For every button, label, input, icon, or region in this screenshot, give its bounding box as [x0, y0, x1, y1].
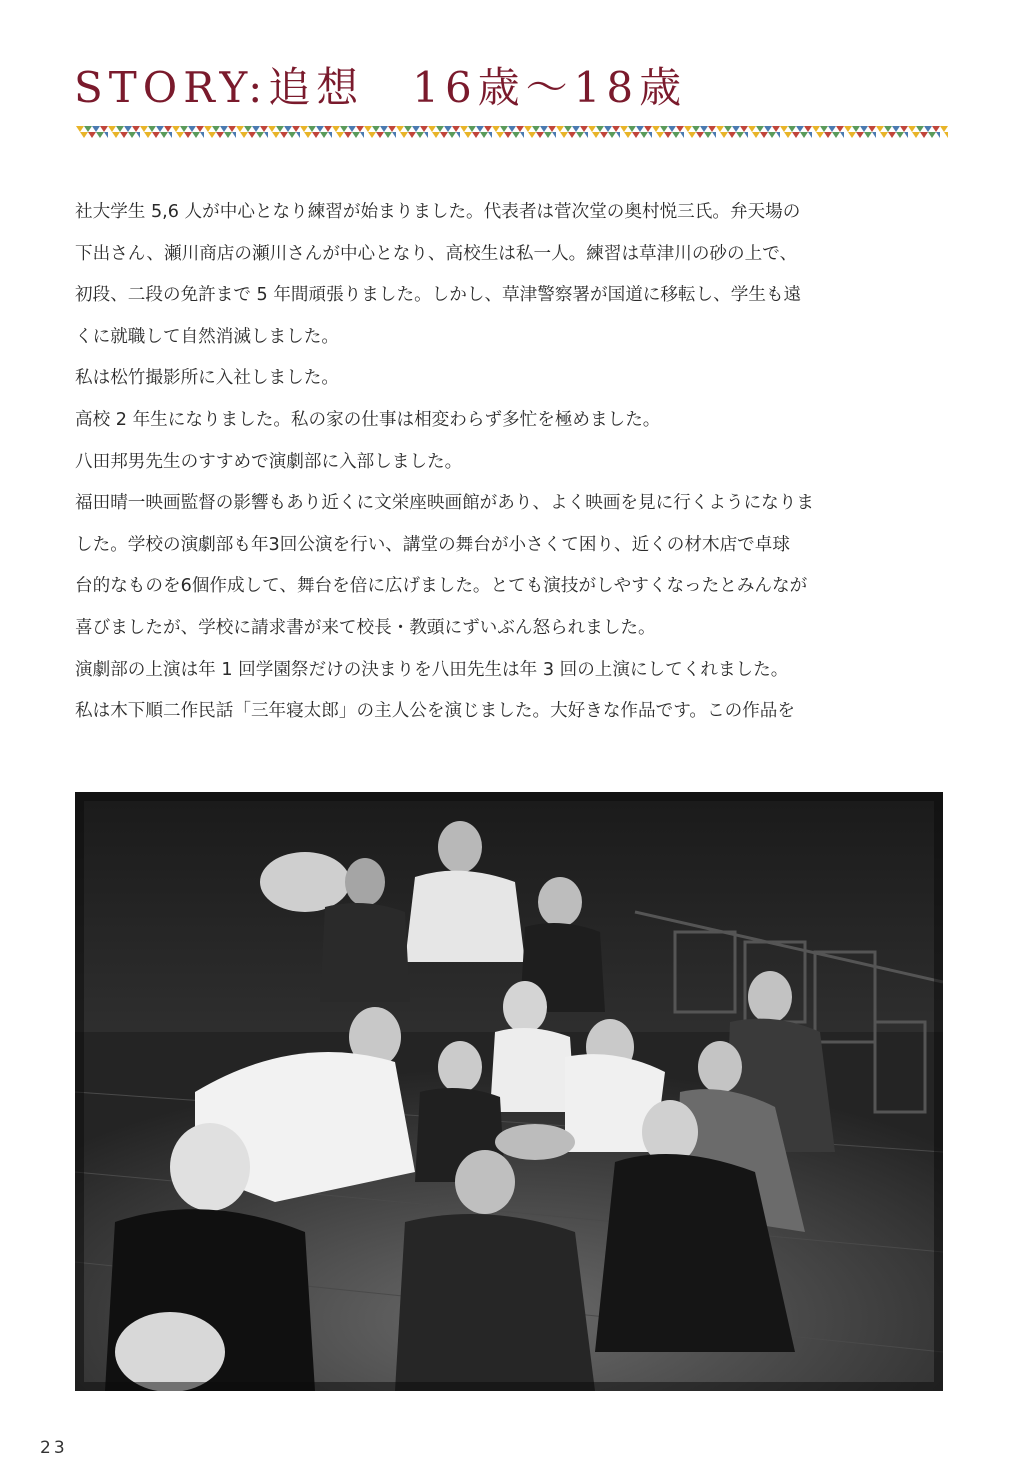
body-line: 下出さん、瀬川商店の瀬川さんが中心となり、高校生は私一人。練習は草津川の砂の上で、 — [75, 243, 798, 264]
body-text — [75, 192, 950, 733]
page-title: STORY:追想 16歳～18歳 — [74, 63, 688, 112]
body-line: 初段、二段の免許まで 5 年間頑張りました。しかし、草津警察署が国道に移転し、学生も遠 — [75, 285, 802, 306]
body-line: 高校 2 年生になりました。私の家の仕事は相変わらず多忙を極めました。 — [75, 409, 661, 430]
body-line: 八田邦男先生のすすめで演劇部に入部しました。 — [75, 451, 463, 472]
body-line: 福田晴一映画監督の影響もあり近くに文栄座映画館があり、よく映画を見に行くようになりま — [75, 493, 814, 514]
body-line: 私は木下順二作民話「三年寝太郎」の主人公を演じました。大好きな作品です。この作品を — [75, 701, 795, 722]
body-line: くに就職して自然消滅しました。 — [75, 326, 339, 347]
decorative-triangle-border — [76, 126, 948, 138]
body-line: した。学校の演劇部も年3回公演を行い、講堂の舞台が小さくて困り、近くの材木店で卓球 — [75, 534, 790, 555]
body-line: 社大学生 5,6 人が中心となり練習が始まりました。代表者は菅次堂の奥村悦三氏。弁天場の — [75, 202, 801, 222]
body-line: 私は松竹撮影所に入社しました。 — [75, 368, 339, 389]
body-line: 演劇部の上演は年 1 回学園祭だけの決まりを八田先生は年 3 回の上演にしてくれました。 — [75, 659, 789, 680]
body-line: 喜びましたが、学校に請求書が来て校長・教頭にずいぶん怒られました。 — [75, 617, 656, 638]
body-line: 台的なものを6個作成して、舞台を倍に広げました。とても演技がしやすくなったとみんなが — [75, 576, 808, 597]
page-number: 23 — [40, 1438, 68, 1458]
photo-illustration — [75, 792, 943, 1391]
group-photo — [75, 792, 943, 1391]
